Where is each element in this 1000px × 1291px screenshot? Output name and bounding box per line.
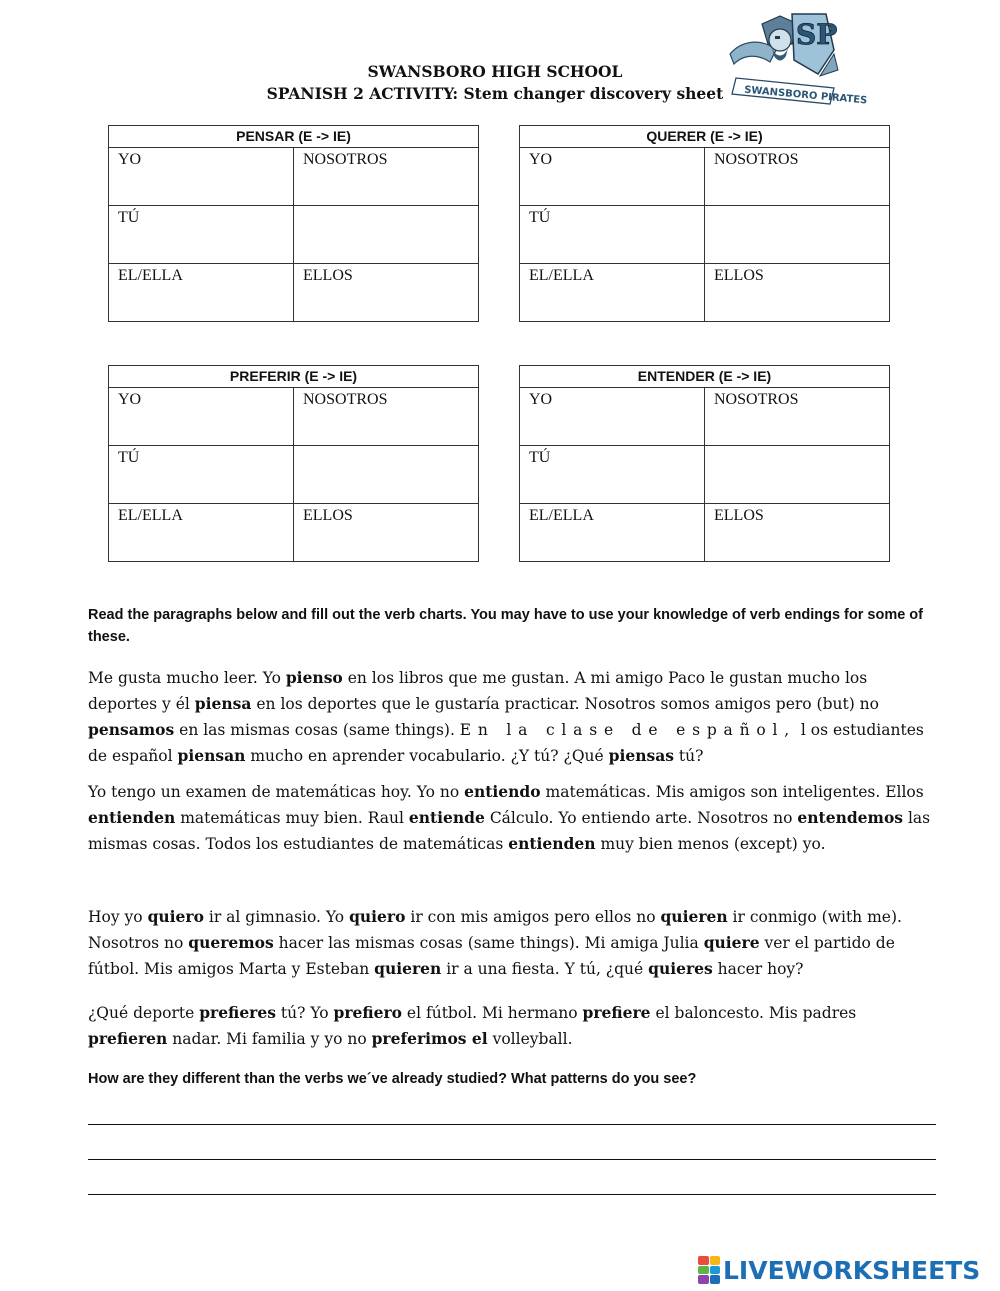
entender-el-ella-cell[interactable]: EL/ELLA — [520, 504, 705, 562]
activity-title: SPANISH 2 ACTIVITY: Stem changer discovery sheet — [266, 84, 724, 103]
pensar-blank-cell[interactable] — [294, 206, 479, 264]
querer-yo-cell[interactable]: YO — [520, 148, 705, 206]
entender-chart — [519, 365, 890, 562]
pensar-yo-cell[interactable]: YO — [109, 148, 294, 206]
liveworksheets-brand[interactable] — [698, 1253, 980, 1287]
logo-ribbon — [730, 42, 776, 64]
preferir-chart — [108, 365, 479, 562]
querer-el-ella-cell[interactable]: EL/ELLA — [520, 264, 705, 322]
pensar-nosotros-cell[interactable]: NOSOTROS — [294, 148, 479, 206]
preferir-yo-cell[interactable]: YO — [109, 388, 294, 446]
paragraph-pensar: Me gusta mucho leer. Yo pienso en los libros que me gustan. A mi amigo Paco le gustan mucho los deportes y él piensa en los deportes que le gustaría practicar. Nosotros somos amigos pero (but) no pensamos en las mismas cosas (same things). En la clase de español, l os estudiantes de español piensan mucho en aprender vocabulario. ¿Y tú? ¿Qué piensas tú? — [88, 668, 924, 765]
answer-line[interactable] — [88, 1124, 936, 1125]
answer-line[interactable] — [88, 1159, 936, 1160]
logo-letters: SP — [796, 18, 838, 51]
paragraph-entender: Yo tengo un examen de matemáticas hoy. Yo no entiendo matemáticas. Mis amigos son inteligentes. Ellos entienden matemáticas muy bien. Raul entiende Cálculo. Yo entiendo arte. Nosotros no entendemos las mismas cosas. Todos los estudiantes de matemáticas entienden muy bien menos (except) yo. — [88, 782, 931, 853]
answer-line[interactable] — [88, 1194, 936, 1195]
entender-blank-cell[interactable] — [705, 446, 890, 504]
instructions: Read the paragraphs below and fill out the verb charts. You may have to use your knowledge of verb endings for some of these. — [88, 607, 923, 645]
liveworksheets-wordmark: LIVEWORKSHEETS — [723, 1255, 981, 1285]
preferir-el-ella-cell[interactable]: EL/ELLA — [109, 504, 294, 562]
entender-yo-cell[interactable]: YO — [520, 388, 705, 446]
school-name: SWANSBORO HIGH SCHOOL — [367, 62, 623, 81]
pensar-el-ella-cell[interactable]: EL/ELLA — [109, 264, 294, 322]
pattern-question: How are they different than the verbs we´ve already studied? What patterns do you see? — [88, 1071, 697, 1087]
entender-chart-title: ENTENDER (E -> IE) — [520, 366, 890, 388]
querer-ellos-cell[interactable]: ELLOS — [705, 264, 890, 322]
preferir-nosotros-cell[interactable]: NOSOTROS — [294, 388, 479, 446]
pirate-mascot-logo-icon — [722, 10, 868, 108]
logo-banner-text: SWANSBORO PIRATES — [743, 84, 868, 107]
paragraph-preferir: ¿Qué deporte prefieres tú? Yo prefiero el fútbol. Mi hermano prefiere el baloncesto. Mis padres prefieren nadar. Mi familia y yo no preferimos el volleyball. — [88, 1003, 857, 1048]
querer-chart — [519, 125, 890, 322]
querer-tu-cell[interactable]: TÚ — [520, 206, 705, 264]
entender-nosotros-cell[interactable]: NOSOTROS — [705, 388, 890, 446]
querer-chart-title: QUERER (E -> IE) — [520, 126, 890, 148]
pensar-chart — [108, 125, 479, 322]
querer-nosotros-cell[interactable]: NOSOTROS — [705, 148, 890, 206]
pensar-chart-title: PENSAR (E -> IE) — [109, 126, 479, 148]
paragraph-querer: Hoy yo quiero ir al gimnasio. Yo quiero ir con mis amigos pero ellos no quieren ir conmigo (with me). Nosotros no queremos hacer las mismas cosas (same things). Mi amiga Julia quiere ver el partido de fútbol. Mis amigos Marta y Esteban quieren ir a una fiesta. Y tú, ¿qué quieres hacer hoy? — [88, 907, 902, 978]
querer-blank-cell[interactable] — [705, 206, 890, 264]
preferir-blank-cell[interactable] — [294, 446, 479, 504]
pensar-tu-cell[interactable]: TÚ — [109, 206, 294, 264]
entender-ellos-cell[interactable]: ELLOS — [705, 504, 890, 562]
entender-tu-cell[interactable]: TÚ — [520, 446, 705, 504]
preferir-tu-cell[interactable]: TÚ — [109, 446, 294, 504]
preferir-ellos-cell[interactable]: ELLOS — [294, 504, 479, 562]
preferir-chart-title: PREFERIR (E -> IE) — [109, 366, 479, 388]
pensar-ellos-cell[interactable]: ELLOS — [294, 264, 479, 322]
liveworksheets-logo-icon — [698, 1256, 720, 1284]
